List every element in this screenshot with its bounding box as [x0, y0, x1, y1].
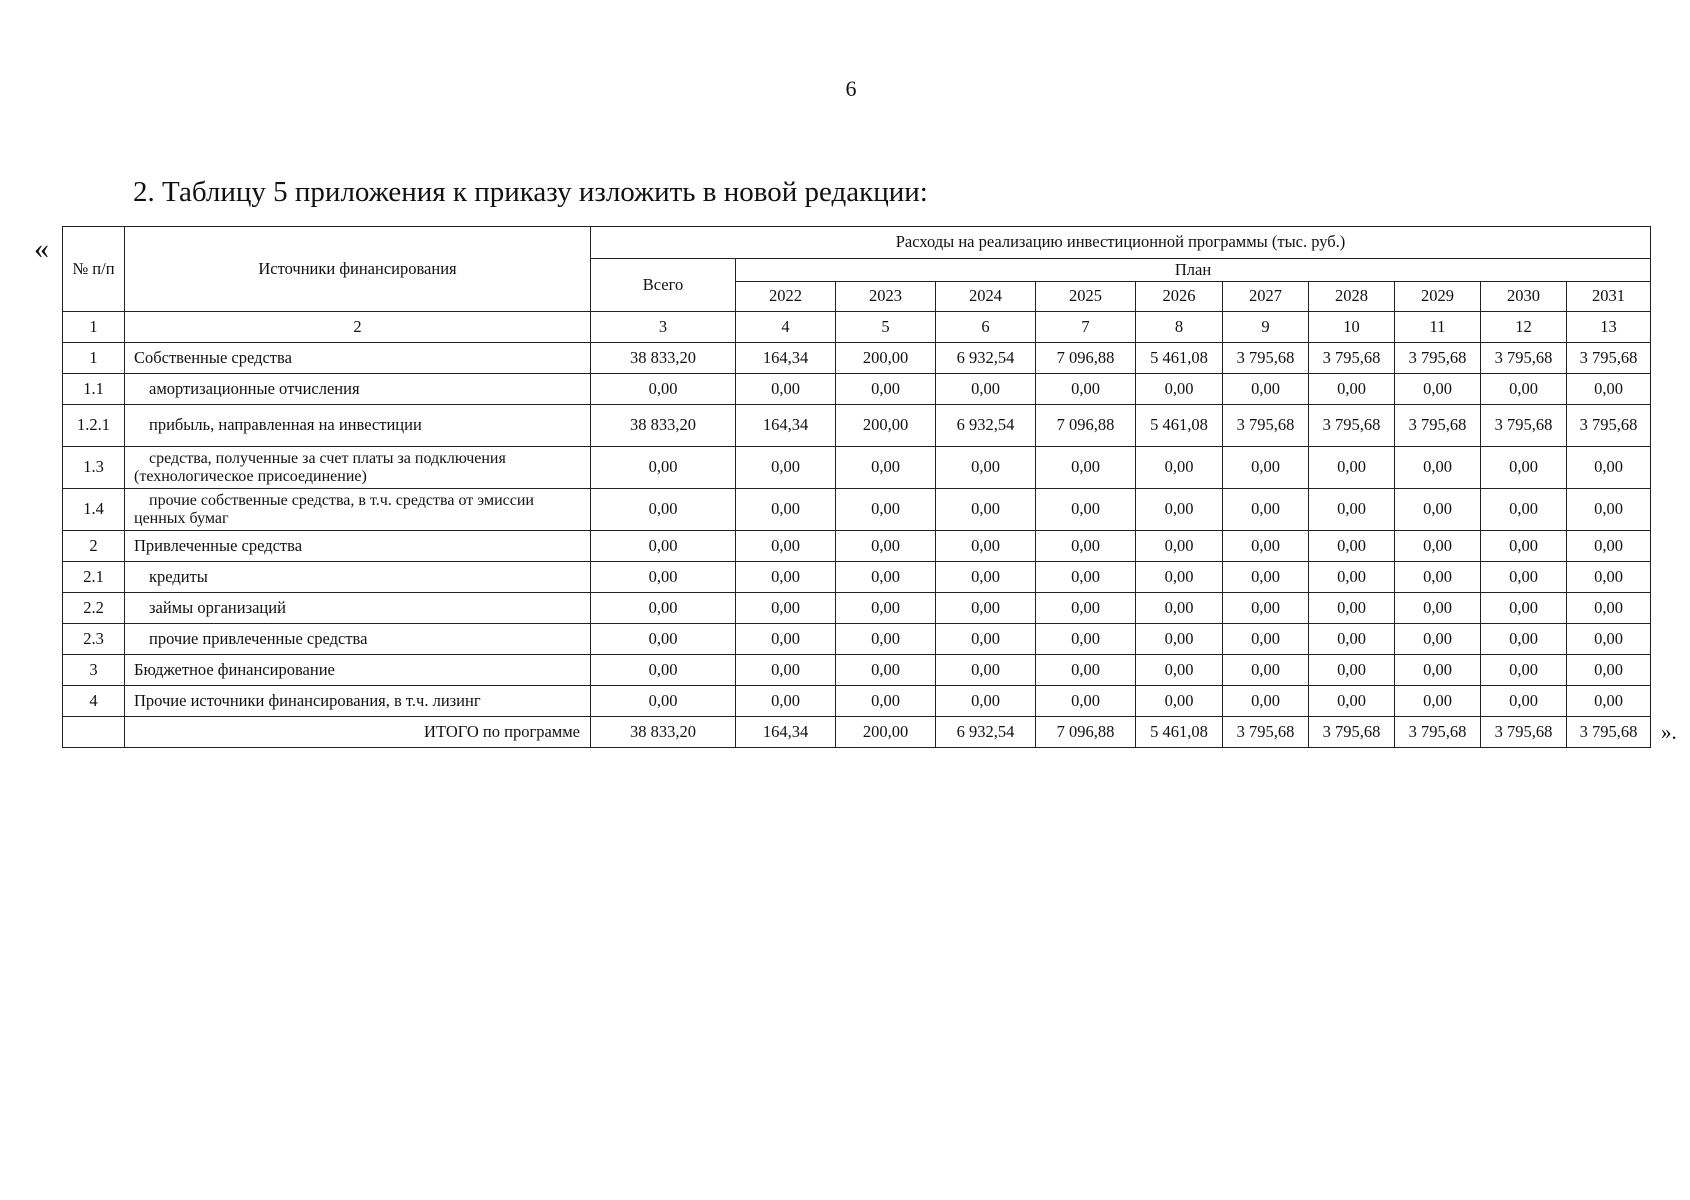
source-name-cell: прочие привлеченные средства — [125, 624, 591, 655]
year-value-cell: 0,00 — [1567, 686, 1651, 717]
total-value-cell: 0,00 — [591, 686, 736, 717]
year-value-cell: 0,00 — [836, 624, 936, 655]
year-value-cell: 0,00 — [1036, 655, 1136, 686]
header-year: 2031 — [1567, 282, 1651, 312]
year-value-cell: 0,00 — [1136, 374, 1223, 405]
year-value-cell: 0,00 — [1309, 489, 1395, 531]
row-number-cell: 1.2.1 — [63, 405, 125, 447]
page-number: 6 — [845, 76, 857, 101]
year-value-cell: 0,00 — [1395, 531, 1481, 562]
year-value-cell: 200,00 — [836, 343, 936, 374]
row-number-cell: 1 — [63, 343, 125, 374]
table-row — [63, 624, 1651, 655]
column-number-cell: 7 — [1036, 312, 1136, 343]
row-number-cell: 2.2 — [63, 593, 125, 624]
total-value-cell: 0,00 — [591, 531, 736, 562]
table-row — [63, 405, 1651, 447]
year-value-cell: 0,00 — [1481, 593, 1567, 624]
year-value-cell: 3 795,68 — [1481, 405, 1567, 447]
table-row — [63, 717, 1651, 748]
column-number-cell: 2 — [125, 312, 591, 343]
header-year: 2028 — [1309, 282, 1395, 312]
year-value-cell: 0,00 — [1309, 686, 1395, 717]
year-value-cell: 0,00 — [1223, 562, 1309, 593]
year-value-cell: 0,00 — [736, 655, 836, 686]
year-value-cell: 0,00 — [1136, 531, 1223, 562]
source-name-cell: прочие собственные средства, в т.ч. средства от эмиссии ценных бумаг — [125, 489, 591, 531]
year-value-cell: 0,00 — [1309, 374, 1395, 405]
year-value-cell: 0,00 — [736, 562, 836, 593]
row-number-cell — [63, 717, 125, 748]
header-row-number: № п/п — [63, 227, 125, 312]
year-value-cell: 0,00 — [1567, 655, 1651, 686]
column-numbers-row — [63, 312, 1651, 343]
header-financing-sources: Источники финансирования — [125, 227, 591, 312]
year-value-cell: 0,00 — [1136, 489, 1223, 531]
column-number-cell: 12 — [1481, 312, 1567, 343]
closing-quote-mark: ». — [1661, 720, 1677, 744]
year-value-cell: 0,00 — [836, 593, 936, 624]
year-value-cell: 0,00 — [1223, 489, 1309, 531]
year-value-cell: 0,00 — [1223, 531, 1309, 562]
year-value-cell: 3 795,68 — [1223, 717, 1309, 748]
source-name-cell: Бюджетное финансирование — [125, 655, 591, 686]
year-value-cell: 3 795,68 — [1395, 343, 1481, 374]
year-value-cell: 0,00 — [1223, 624, 1309, 655]
table-body — [63, 312, 1651, 748]
source-name-cell: амортизационные отчисления — [125, 374, 591, 405]
total-value-cell: 0,00 — [591, 624, 736, 655]
year-value-cell: 0,00 — [1481, 489, 1567, 531]
table-row — [63, 562, 1651, 593]
year-value-cell: 0,00 — [1036, 562, 1136, 593]
year-value-cell: 0,00 — [1136, 655, 1223, 686]
year-value-cell: 0,00 — [1309, 655, 1395, 686]
year-value-cell: 0,00 — [1567, 593, 1651, 624]
table-row — [63, 374, 1651, 405]
header-year: 2025 — [1036, 282, 1136, 312]
total-value-cell: 38 833,20 — [591, 717, 736, 748]
table-row — [63, 593, 1651, 624]
year-value-cell: 0,00 — [1136, 447, 1223, 489]
year-value-cell: 0,00 — [836, 447, 936, 489]
year-value-cell: 0,00 — [1395, 489, 1481, 531]
year-value-cell: 0,00 — [1395, 686, 1481, 717]
total-value-cell: 0,00 — [591, 655, 736, 686]
source-name-cell: Привлеченные средства — [125, 531, 591, 562]
year-value-cell: 0,00 — [1567, 562, 1651, 593]
table-row — [63, 343, 1651, 374]
year-value-cell: 3 795,68 — [1481, 343, 1567, 374]
year-value-cell: 0,00 — [1036, 593, 1136, 624]
year-value-cell: 6 932,54 — [936, 717, 1036, 748]
year-value-cell: 0,00 — [836, 686, 936, 717]
year-value-cell: 164,34 — [736, 343, 836, 374]
year-value-cell: 3 795,68 — [1567, 717, 1651, 748]
year-value-cell: 0,00 — [1481, 624, 1567, 655]
header-year: 2029 — [1395, 282, 1481, 312]
year-value-cell: 0,00 — [1481, 447, 1567, 489]
year-value-cell: 0,00 — [936, 624, 1036, 655]
year-value-cell: 0,00 — [1223, 686, 1309, 717]
row-number-cell: 1.4 — [63, 489, 125, 531]
row-number-cell: 2.1 — [63, 562, 125, 593]
total-value-cell: 0,00 — [591, 374, 736, 405]
total-value-cell: 38 833,20 — [591, 343, 736, 374]
year-value-cell: 0,00 — [1136, 562, 1223, 593]
year-value-cell: 0,00 — [936, 593, 1036, 624]
year-value-cell: 0,00 — [936, 686, 1036, 717]
year-value-cell: 0,00 — [936, 447, 1036, 489]
year-value-cell: 0,00 — [1136, 686, 1223, 717]
column-number-cell: 10 — [1309, 312, 1395, 343]
year-value-cell: 0,00 — [836, 489, 936, 531]
source-name-cell: Прочие источники финансирования, в т.ч. лизинг — [125, 686, 591, 717]
row-number-cell: 1.3 — [63, 447, 125, 489]
year-value-cell: 7 096,88 — [1036, 405, 1136, 447]
column-number-cell: 5 — [836, 312, 936, 343]
year-value-cell: 0,00 — [836, 531, 936, 562]
year-value-cell: 164,34 — [736, 405, 836, 447]
year-value-cell: 0,00 — [736, 489, 836, 531]
year-value-cell: 0,00 — [836, 374, 936, 405]
table-header — [63, 227, 1651, 312]
year-value-cell: 0,00 — [1395, 624, 1481, 655]
year-value-cell: 0,00 — [1567, 489, 1651, 531]
header-year: 2023 — [836, 282, 936, 312]
year-value-cell: 0,00 — [1036, 686, 1136, 717]
year-value-cell: 0,00 — [1567, 447, 1651, 489]
row-number-cell: 2 — [63, 531, 125, 562]
year-value-cell: 0,00 — [1036, 531, 1136, 562]
year-value-cell: 5 461,08 — [1136, 717, 1223, 748]
year-value-cell: 0,00 — [1309, 562, 1395, 593]
year-value-cell: 0,00 — [936, 374, 1036, 405]
year-value-cell: 5 461,08 — [1136, 343, 1223, 374]
year-value-cell: 0,00 — [1223, 593, 1309, 624]
header-total: Всего — [591, 259, 736, 312]
column-number-cell: 9 — [1223, 312, 1309, 343]
year-value-cell: 200,00 — [836, 717, 936, 748]
year-value-cell: 0,00 — [1395, 593, 1481, 624]
year-value-cell: 3 795,68 — [1481, 717, 1567, 748]
header-plan: План — [736, 259, 1651, 282]
year-value-cell: 0,00 — [936, 531, 1036, 562]
year-value-cell: 0,00 — [1309, 447, 1395, 489]
source-name-cell: средства, полученные за счет платы за подключения (технологическое присоединение) — [125, 447, 591, 489]
header-expenses: Расходы на реализацию инвестиционной программы (тыс. руб.) — [591, 227, 1651, 259]
year-value-cell: 0,00 — [1395, 562, 1481, 593]
year-value-cell: 0,00 — [936, 562, 1036, 593]
year-value-cell: 0,00 — [836, 655, 936, 686]
section-heading: 2. Таблицу 5 приложения к приказу изложить в новой редакции: — [133, 176, 928, 208]
total-value-cell: 0,00 — [591, 489, 736, 531]
header-year: 2024 — [936, 282, 1036, 312]
year-value-cell: 3 795,68 — [1395, 717, 1481, 748]
year-value-cell: 3 795,68 — [1567, 405, 1651, 447]
table-row — [63, 655, 1651, 686]
year-value-cell: 0,00 — [1481, 686, 1567, 717]
source-name-cell: кредиты — [125, 562, 591, 593]
year-value-cell: 0,00 — [1223, 374, 1309, 405]
row-number-cell: 3 — [63, 655, 125, 686]
year-value-cell: 3 795,68 — [1223, 343, 1309, 374]
total-value-cell: 38 833,20 — [591, 405, 736, 447]
year-value-cell: 5 461,08 — [1136, 405, 1223, 447]
year-value-cell: 0,00 — [1136, 624, 1223, 655]
column-number-cell: 11 — [1395, 312, 1481, 343]
year-value-cell: 0,00 — [1567, 531, 1651, 562]
column-number-cell: 1 — [63, 312, 125, 343]
row-number-cell: 4 — [63, 686, 125, 717]
total-value-cell: 0,00 — [591, 593, 736, 624]
year-value-cell: 0,00 — [1036, 489, 1136, 531]
year-value-cell: 0,00 — [1136, 593, 1223, 624]
opening-quote-mark: « — [34, 232, 49, 265]
year-value-cell: 3 795,68 — [1223, 405, 1309, 447]
year-value-cell: 0,00 — [836, 562, 936, 593]
table-row — [63, 531, 1651, 562]
table-row — [63, 686, 1651, 717]
year-value-cell: 0,00 — [736, 374, 836, 405]
year-value-cell: 0,00 — [936, 489, 1036, 531]
column-number-cell: 3 — [591, 312, 736, 343]
table-row — [63, 489, 1651, 531]
total-value-cell: 0,00 — [591, 447, 736, 489]
year-value-cell: 0,00 — [1223, 447, 1309, 489]
year-value-cell: 6 932,54 — [936, 343, 1036, 374]
year-value-cell: 0,00 — [1481, 562, 1567, 593]
column-number-cell: 13 — [1567, 312, 1651, 343]
year-value-cell: 3 795,68 — [1309, 343, 1395, 374]
year-value-cell: 3 795,68 — [1395, 405, 1481, 447]
year-value-cell: 0,00 — [1309, 593, 1395, 624]
header-year: 2027 — [1223, 282, 1309, 312]
year-value-cell: 0,00 — [1395, 655, 1481, 686]
financing-sources-table — [62, 226, 1651, 748]
year-value-cell: 0,00 — [1481, 374, 1567, 405]
year-value-cell: 0,00 — [1567, 624, 1651, 655]
table-row — [63, 447, 1651, 489]
year-value-cell: 0,00 — [1223, 655, 1309, 686]
column-number-cell: 6 — [936, 312, 1036, 343]
year-value-cell: 0,00 — [736, 447, 836, 489]
year-value-cell: 7 096,88 — [1036, 343, 1136, 374]
year-value-cell: 0,00 — [936, 655, 1036, 686]
total-value-cell: 0,00 — [591, 562, 736, 593]
header-year: 2022 — [736, 282, 836, 312]
year-value-cell: 0,00 — [1036, 447, 1136, 489]
year-value-cell: 0,00 — [1395, 374, 1481, 405]
year-value-cell: 0,00 — [736, 624, 836, 655]
column-number-cell: 8 — [1136, 312, 1223, 343]
year-value-cell: 7 096,88 — [1036, 717, 1136, 748]
year-value-cell: 0,00 — [1567, 374, 1651, 405]
source-name-cell: прибыль, направленная на инвестиции — [125, 405, 591, 447]
source-name-cell: ИТОГО по программе — [125, 717, 591, 748]
year-value-cell: 0,00 — [1481, 655, 1567, 686]
year-value-cell: 0,00 — [1309, 531, 1395, 562]
year-value-cell: 3 795,68 — [1309, 405, 1395, 447]
source-name-cell: Собственные средства — [125, 343, 591, 374]
year-value-cell: 164,34 — [736, 717, 836, 748]
year-value-cell: 0,00 — [1395, 447, 1481, 489]
year-value-cell: 3 795,68 — [1309, 717, 1395, 748]
year-value-cell: 3 795,68 — [1567, 343, 1651, 374]
year-value-cell: 0,00 — [1481, 531, 1567, 562]
row-number-cell: 2.3 — [63, 624, 125, 655]
year-value-cell: 0,00 — [736, 593, 836, 624]
row-number-cell: 1.1 — [63, 374, 125, 405]
header-year: 2026 — [1136, 282, 1223, 312]
year-value-cell: 6 932,54 — [936, 405, 1036, 447]
source-name-cell: займы организаций — [125, 593, 591, 624]
column-number-cell: 4 — [736, 312, 836, 343]
year-value-cell: 0,00 — [1036, 374, 1136, 405]
header-year: 2030 — [1481, 282, 1567, 312]
year-value-cell: 0,00 — [1309, 624, 1395, 655]
year-value-cell: 200,00 — [836, 405, 936, 447]
year-value-cell: 0,00 — [736, 686, 836, 717]
year-value-cell: 0,00 — [736, 531, 836, 562]
year-value-cell: 0,00 — [1036, 624, 1136, 655]
